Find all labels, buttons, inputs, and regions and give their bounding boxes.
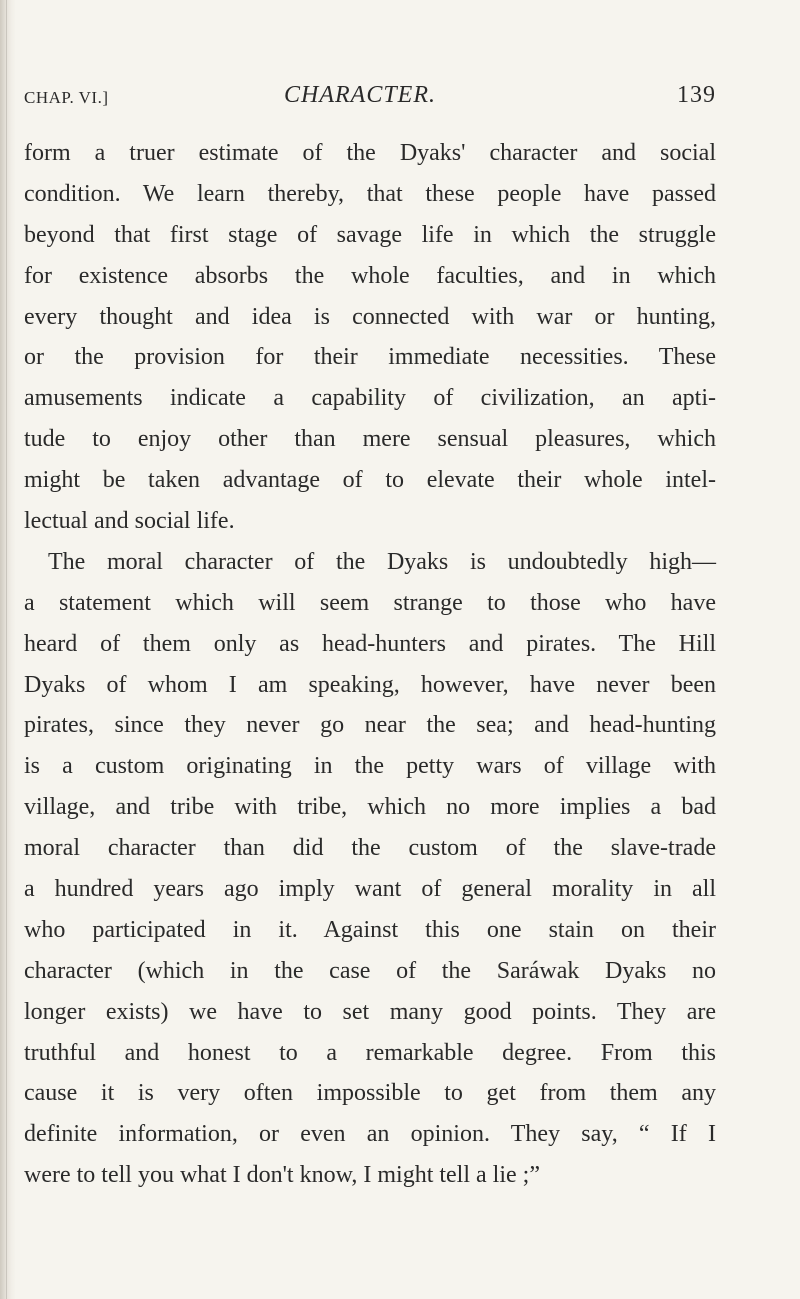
- chapter-label: CHAP. VI.]: [24, 88, 109, 107]
- paragraph-start-line: The moral character of the Dyaks is undoubtedly high—: [48, 548, 716, 575]
- text-line: definite information, or even an opinion. They say, “ If I: [24, 1121, 716, 1148]
- text-line: a statement which will seem strange to those who have: [24, 589, 716, 616]
- text-line: form a truer estimate of the Dyaks' character and social: [24, 140, 716, 166]
- text-line: character (which in the case of the Saráwak Dyaks no: [24, 957, 716, 984]
- text-line: condition. We learn thereby, that these people have passed: [24, 180, 716, 207]
- text-line: village, and tribe with tribe, which no more implies a bad: [24, 794, 716, 821]
- body-text: [24, 133, 716, 1196]
- page-title: CHARACTER.: [284, 82, 436, 108]
- text-line: pirates, since they never go near the sea; and head-hunting: [24, 712, 716, 739]
- text-line: is a custom originating in the petty wars of village with: [24, 753, 716, 780]
- text-line: who participated in it. Against this one stain on their: [24, 916, 716, 943]
- text-line: amusements indicate a capability of civilization, an apti-: [24, 385, 716, 412]
- text-line: truthful and honest to a remarkable degree. From this: [24, 1039, 716, 1066]
- text-line: Dyaks of whom I am speaking, however, have never been: [24, 671, 716, 698]
- text-line: moral character than did the custom of the slave-trade: [24, 835, 716, 862]
- scan-edge-line: [6, 0, 7, 1299]
- text-line: were to tell you what I don't know, I might tell a lie ;”: [24, 1162, 540, 1189]
- text-line: might be taken advantage of to elevate their whole intel-: [24, 467, 716, 494]
- scan-edge-shadow: [0, 0, 16, 1299]
- text-line: a hundred years ago imply want of general morality in all: [24, 876, 716, 903]
- text-line: beyond that first stage of savage life in which the struggle: [24, 221, 716, 248]
- text-line: or the provision for their immediate necessities. These: [24, 344, 716, 371]
- text-line: heard of them only as head-hunters and pirates. The Hill: [24, 630, 716, 657]
- running-head: [24, 80, 716, 120]
- text-line: longer exists) we have to set many good points. They are: [24, 998, 716, 1025]
- text-line: lectual and social life.: [24, 508, 235, 535]
- text-line: cause it is very often impossible to get from them any: [24, 1080, 716, 1107]
- text-line: every thought and idea is connected with war or hunting,: [24, 303, 716, 330]
- text-line: tude to enjoy other than mere sensual pleasures, which: [24, 426, 716, 453]
- text-line: for existence absorbs the whole faculties, and in which: [24, 262, 716, 289]
- page-number: 139: [677, 82, 716, 108]
